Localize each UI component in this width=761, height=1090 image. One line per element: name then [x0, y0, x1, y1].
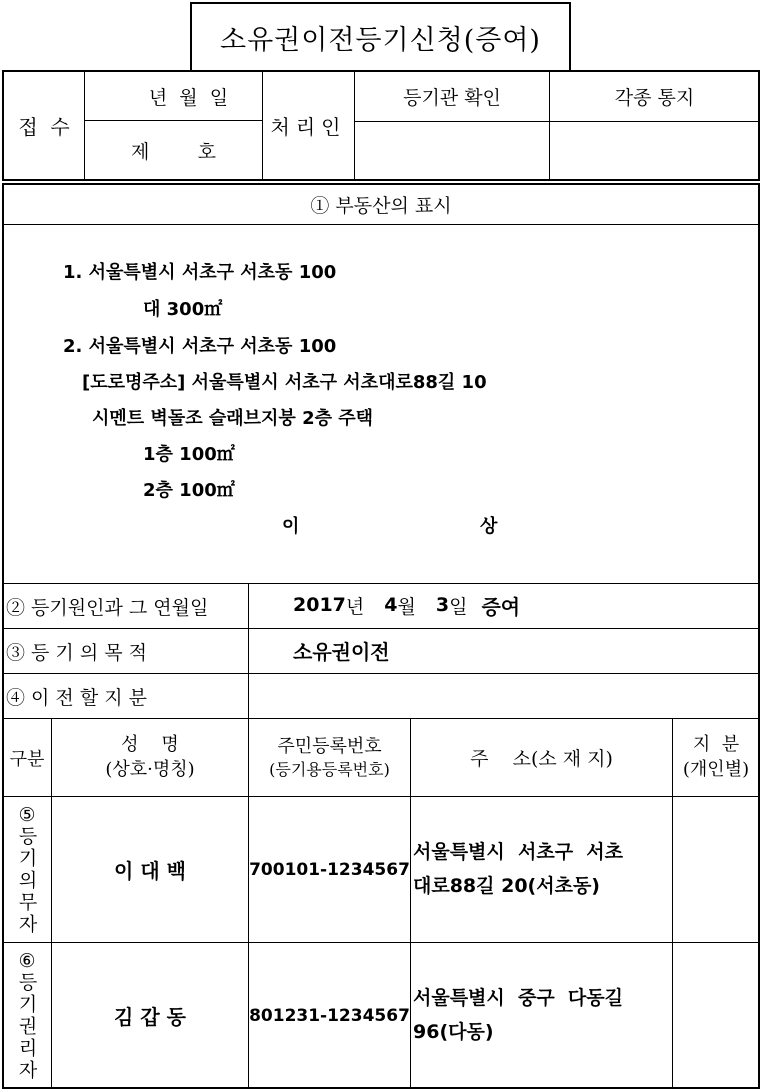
party-obligor-category — [3, 797, 51, 942]
notices-box[interactable] — [550, 122, 759, 179]
property-end-right: 상 — [480, 516, 498, 537]
id-header — [249, 719, 410, 796]
property-line-7: 2층 100㎡ — [143, 480, 235, 501]
address-header: 주 소(소 재 지) — [470, 748, 613, 770]
notices-label: 각종 통지 — [614, 87, 695, 109]
property-line-5: 시멘트 벽돌조 슬래브지붕 2층 주택 — [92, 408, 374, 429]
party-obligor-address — [413, 797, 671, 942]
property-line-4: [도로명주소] 서울특별시 서초구 서초대로88길 10 — [82, 372, 487, 393]
form-title: 소유권이전등기신청(증여) — [220, 24, 541, 56]
share-transfer-value[interactable] — [260, 676, 750, 716]
name-header — [52, 719, 248, 796]
party-obligor-id: 700101-1234567 — [249, 859, 410, 880]
party-obligor-share[interactable] — [673, 797, 759, 942]
category-header: 구분 — [9, 748, 45, 770]
cause-kind: 증여 — [481, 594, 521, 619]
party-grantee-id: 801231-1234567 — [249, 1005, 410, 1026]
party-obligor-role: 등기의무자 — [15, 825, 38, 936]
party-obligor-address-line1: 서울특별시 서초구 서초 — [413, 841, 623, 864]
party-grantee-role: 등기권리자 — [15, 971, 38, 1082]
registrar-check-box[interactable] — [355, 122, 549, 179]
property-line-3: 2. 서울특별시 서초구 서초동 100 — [63, 336, 337, 357]
property-line-6: 1층 100㎡ — [143, 444, 235, 465]
reception-date: 년 월 일 — [148, 86, 229, 109]
property-line-1: 1. 서울특별시 서초구 서초동 100 — [63, 262, 337, 283]
cause-month-unit: 월 — [397, 595, 416, 618]
party-grantee-address — [413, 943, 671, 1088]
property-header: ① 부동산의 표시 — [310, 195, 452, 217]
purpose-label: ③ 등 기 의 목 적 — [6, 642, 147, 664]
form-title-box — [190, 2, 571, 70]
cause-label: ② 등기원인과 그 연월일 — [6, 597, 209, 619]
share-header-line2: (개인별) — [682, 758, 750, 780]
name-header-line1: 성 명 — [121, 734, 179, 756]
reception-label: 접 수 — [18, 115, 70, 139]
cause-year: 2017 — [293, 594, 346, 616]
name-header-line2: (상호·명칭) — [105, 758, 195, 780]
share-header-line1: 지 분 — [692, 734, 740, 756]
party-obligor-name: 이 대 백 — [114, 859, 186, 883]
id-header-line1: 주민등록번호 — [277, 735, 382, 757]
share-header — [673, 719, 759, 796]
party-obligor-address-line2: 대로88길 20(서초동) — [413, 874, 600, 897]
party-grantee-name: 김 갑 동 — [114, 1005, 186, 1029]
property-end-left: 이 — [282, 516, 300, 537]
party-grantee-address-line2: 96(다동) — [413, 1020, 494, 1043]
share-transfer-label: ④ 이 전 할 지 분 — [6, 687, 147, 709]
registrar-check-label: 등기관 확인 — [403, 87, 501, 109]
cause-day: 3 — [435, 594, 450, 616]
cause-month: 4 — [384, 594, 398, 616]
id-header-line2: (등기용등록번호) — [269, 759, 390, 779]
party-grantee-num: ⑥ — [18, 949, 36, 972]
purpose-value: 소유권이전 — [293, 640, 390, 664]
cause-day-unit: 일 — [449, 595, 468, 618]
cause-value — [293, 590, 520, 620]
party-grantee-share[interactable] — [673, 943, 759, 1088]
party-grantee-category — [3, 943, 51, 1088]
cause-year-unit: 년 — [345, 595, 365, 618]
handler-label: 처리인 — [270, 115, 347, 139]
party-grantee-address-line1: 서울특별시 중구 다동길 — [413, 987, 623, 1010]
party-obligor-num: ⑤ — [18, 803, 36, 826]
reception-number: 제 호 — [130, 140, 217, 163]
property-line-2: 대 300㎡ — [143, 299, 223, 320]
